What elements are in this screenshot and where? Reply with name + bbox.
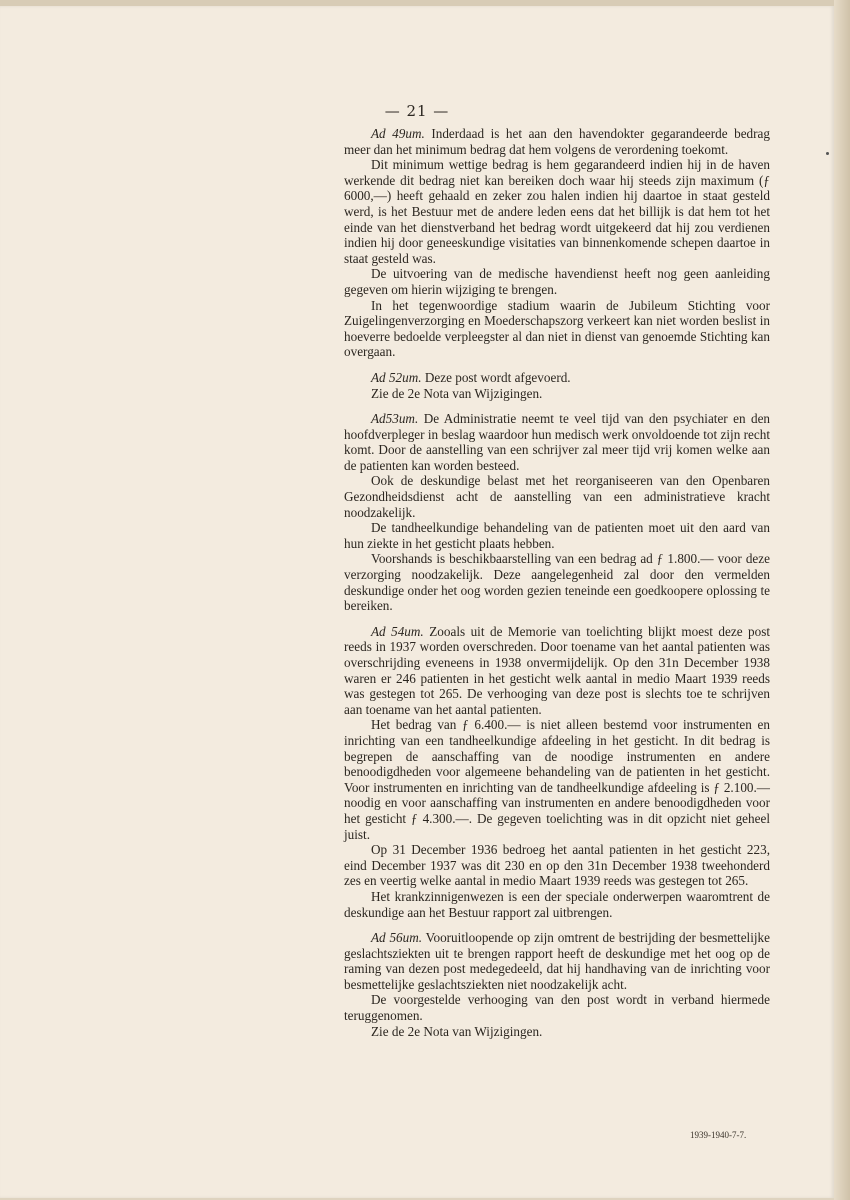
- section-reference: Ad 52um.: [371, 369, 422, 385]
- paragraph: [344, 126, 770, 157]
- paragraph-text: De tandheelkundige behandeling van de patienten moet uit den aard van hun ziekte in het gesticht plaats hebben.: [344, 520, 770, 551]
- paragraph-text: De Administratie neemt te veel tijd van den psychiater en den hoofdverpleger in beslag waardoor hun medisch werk onvoldoende tot zijn recht komt. Door de aanstelling van een schrijver zal meer tijd vrij komen welke aan de patienten kan worden besteed.: [344, 411, 771, 473]
- paragraph-text: Inderdaad is het aan den havendokter gegarandeerde bedrag meer dan het minimum bedrag dat hem volgens de verordening toekomt.: [344, 126, 770, 157]
- document-body: [344, 126, 770, 1039]
- paragraph: [344, 842, 770, 889]
- paragraph-text: In het tegenwoordige stadium waarin de Jubileum Stichting voor Zuigelingenverzorging en Moederschapszorg verkeert kan niet worden beslist in hoeverre bedoelde verpleegster al dan niet in dienst van genoemde Stichting kan overgaan.: [344, 297, 770, 360]
- paragraph: [344, 717, 770, 842]
- margin-speck: [826, 152, 829, 155]
- paragraph: [344, 157, 770, 266]
- paragraph: [344, 370, 770, 386]
- section-reference: Ad 56um.: [371, 930, 423, 946]
- paragraph: [344, 520, 770, 551]
- section-reference: Ad 54um.: [371, 623, 424, 639]
- paragraph: [344, 624, 770, 718]
- paragraph-text: Deze post wordt afgevoerd.: [424, 369, 571, 385]
- page-right-edge: [834, 0, 850, 1200]
- paragraph-text: Zie de 2e Nota van Wijzigingen.: [371, 1023, 543, 1039]
- paragraph-text: Voorshands is beschikbaarstelling van een bedrag ad ƒ 1.800.— voor deze verzorging noodzakelijk. Deze aangelegenheid zal door den vermelden deskundige onder het oog worden gezien teneinde een goedkoopere oplossing te bereiken.: [344, 551, 770, 614]
- footer-code: 1939-1940-7-7.: [690, 1130, 747, 1140]
- paragraph: [344, 1024, 770, 1040]
- paragraph: [344, 298, 770, 360]
- paragraph-text: Het krankzinnigenwezen is een der speciale onderwerpen waaromtrent de deskundige aan het Bestuur rapport zal uitbrengen.: [344, 888, 770, 920]
- paragraph-text: Dit minimum wettige bedrag is hem gegarandeerd indien hij in de haven werkende dit bedrag niet kan bereiken doch waar hij steeds zijn maximum (ƒ 6000,—) heeft gehaald en zeker zou halen indien hij daartoe in staat gesteld werd, is het Bestuur met de andere leden eens dat het billijk is dat hem tot het einde van het dienstverband het bedrag wordt uitgekeerd dat hij zou verdienen indien hij door geneeskundige visitaties van binnenkomende schepen daartoe in staat gesteld was.: [344, 157, 770, 266]
- paragraph: [344, 551, 770, 613]
- paragraph-text: De voorgestelde verhooging van den post wordt in verband hiermede teruggenomen.: [344, 992, 770, 1024]
- paragraph-text: Op 31 December 1936 bedroeg het aantal patienten in het gesticht 223, eind December 1937 was dit 230 en op den 31n December 1938 tweehonderd zes en veertig welke aantal in medio Maart 1939 reeds was gestegen tot 265.: [344, 842, 770, 889]
- paragraph: [344, 473, 770, 520]
- paragraph: [344, 930, 770, 992]
- paragraph: [344, 411, 770, 473]
- paragraph: [344, 266, 770, 297]
- page-number: — 21 —: [384, 102, 450, 120]
- paragraph: [344, 386, 770, 402]
- paragraph-text: Zooals uit de Memorie van toelichting blijkt moest deze post reeds in 1937 worden overschreden. Door toename van het aantal patienten was overschrijding eveneens in 1938 onvermijdelijk. Op den 31n December 1938 waren er 246 patienten in het gesticht welk aantal in medio Maart 1939 reeds was gestegen tot 265. De verhooging van deze post is slechts toe te schrijven aan toename van het aantal patienten.: [344, 623, 770, 717]
- paragraph: [344, 992, 770, 1023]
- paragraph-text: De uitvoering van de medische havendienst heeft nog geen aanleiding gegeven om hierin wijziging te brengen.: [344, 266, 770, 297]
- paragraph-text: Vooruitloopende op zijn omtrent de bestrijding der besmettelijke geslachtsziekten uit te brengen rapport heeft de deskundige met het oog op de raming van dezen post medegedeeld, dat hij handhaving van de inrichting voor besmettelijke geslachtsziekten niet noodzakelijk acht.: [344, 930, 770, 992]
- paragraph-text: Het bedrag van ƒ 6.400.— is niet alleen bestemd voor instrumenten en inrichting van een tandheelkundige afdeeling in het gesticht. In dit bedrag is begrepen de aanschaffing van de noodige instrumenten en andere benoodigdheden voor algemeene behandeling van de patienten in het gesticht. Voor instrumenten en inrichting van de tandheelkundige afdeeling is ƒ 2.100.— noodig en voor aanschaffing van instrumenten en andere benoodigdheden voor het gesticht ƒ 4.300.—. De gegeven toelichting was in dit opzicht niet geheel juist.: [344, 717, 770, 842]
- section-reference: Ad53um.: [371, 411, 419, 427]
- document-page: [0, 6, 834, 1198]
- paragraph-text: Ook de deskundige belast met het reorganiseeren van den Openbaren Gezondheidsdienst acht de aanstelling van een administratieve kracht noodzakelijk.: [344, 473, 770, 520]
- paragraph-text: Zie de 2e Nota van Wijzigingen.: [371, 385, 543, 401]
- paragraph: [344, 889, 770, 920]
- section-reference: Ad 49um.: [371, 126, 425, 141]
